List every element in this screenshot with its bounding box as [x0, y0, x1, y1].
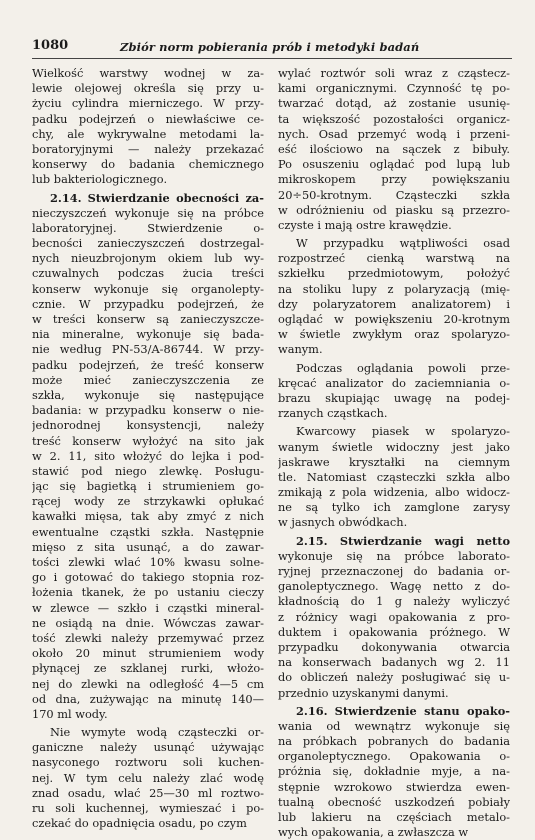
- text-line: kręcać analizator do zaciemniania o-: [278, 375, 510, 390]
- text-line: padku podejrzeń o niewłaściwe ce-: [32, 111, 264, 126]
- text-line: boratoryjnymi — należy przekazać: [32, 141, 264, 156]
- text-line: W przypadku wątpliwości osad: [296, 236, 510, 251]
- text-line: mikroskopem przy powiększaniu: [278, 172, 510, 187]
- text-line: szkiełku przedmiotowym, położyć: [278, 266, 510, 281]
- text-line: z różnicy wagi opakowania z pro-: [278, 609, 510, 624]
- text-line: ta większość pozostałości organicz-: [278, 111, 510, 126]
- text-line: w 2. 11, sito włożyć do lejka i pod-: [32, 448, 264, 463]
- text-line: kawałki mięsa, tak aby zmyć z nich: [32, 509, 264, 524]
- text-line: nych. Osad przemyć wodą i przeni-: [278, 126, 510, 141]
- text-line: w zlewce — szkło i cząstki mineral-: [32, 600, 264, 615]
- text-line: wanym.: [278, 342, 323, 357]
- text-line: padku podejrzeń, że treść konserw: [32, 357, 264, 372]
- text-line: czyste i mają ostre krawędzie.: [278, 217, 452, 232]
- text-line: na konserwach badanych wg 2. 11: [278, 655, 510, 670]
- text-line: czuwalnych podczas żucia treści: [32, 266, 264, 281]
- text-line: ganoleptycznego. Wagę netto z do-: [278, 579, 510, 594]
- text-line: na próbkach pobranych do badania: [278, 734, 510, 749]
- text-line: łożenia tkanek, że po ustaniu cieczy: [32, 585, 264, 600]
- text-line: Po osuszeniu oglądać pod lupą lub: [278, 157, 510, 172]
- paragraph: [278, 361, 510, 422]
- text-line: lewie olejowej określa się przy u-: [32, 81, 264, 96]
- text-line: przednio uzyskanymi danymi.: [278, 685, 449, 700]
- text-line: badania: w przypadku konserw o nie-: [32, 403, 264, 418]
- text-line: ryjnej przeznaczonej do badania or-: [278, 564, 510, 578]
- text-line: lub bakteriologicznego.: [32, 172, 168, 187]
- text-line: życiu cylindra mierniczego. W przy-: [32, 96, 264, 111]
- section-heading-line: [278, 534, 510, 549]
- text-line: czekać do opadnięcia osadu, po czym: [32, 816, 247, 831]
- text-line: nej. W tym celu należy zlać wodę: [32, 770, 264, 785]
- paragraph: [32, 66, 264, 188]
- text-line: nasyconego roztworu soli kuchen-: [32, 755, 264, 770]
- text-line: ewentualne cząstki szkła. Następnie: [32, 524, 264, 539]
- text-line: w świetle zwykłym oraz spolaryzo-: [278, 327, 510, 342]
- text-line: rącej wody ze strzykawki opłukać: [32, 494, 264, 509]
- running-title: Zbiór norm pobierania prób i metodyki badań: [120, 40, 420, 54]
- header-rule: [32, 58, 512, 59]
- text-line: 20÷50-krotnym. Cząsteczki szkła: [278, 187, 510, 202]
- text-line: duktem i opakowania próżnego. W: [278, 624, 510, 639]
- right-column: [278, 66, 510, 840]
- text-line: twarzać dotąd, aż zostanie usunię-: [278, 96, 510, 111]
- text-line: rzanych cząstkach.: [278, 406, 388, 421]
- text-line: nych nieuzbrojonym okiem lub wy-: [32, 251, 264, 266]
- text-line: cznie. W przypadku podejrzeń, że: [32, 296, 264, 311]
- section-heading: Stwierdzenie stanu opako-: [334, 703, 510, 718]
- text-line: tle. Natomiast cząsteczki szkła albo: [278, 469, 510, 484]
- section-heading: Stwierdzanie wagi netto: [339, 533, 510, 548]
- text-line: konserw wykonuje się organolepty-: [32, 281, 264, 296]
- text-line: Nie wymyte wodą cząsteczki or-: [50, 725, 264, 740]
- text-line: brazu skupiając uwagę na podej-: [278, 390, 510, 405]
- section-heading-line: [32, 191, 264, 206]
- text-line: szkła, wykonuje się następujące: [32, 387, 264, 402]
- section-paragraph: [278, 534, 510, 701]
- text-line: mięso z sita usunąć, a do zawar-: [32, 539, 264, 554]
- text-line: lub lakieru na częściach metalo-: [278, 810, 510, 824]
- text-line: go i gotować do takiego stopnia roz-: [32, 570, 264, 585]
- text-line: od dna, zużywając na minutę 140—: [32, 691, 264, 706]
- text-line: przypadku dokonywania otwarcia: [278, 639, 510, 654]
- text-line: wych opakowania, a zwłaszcza w: [278, 825, 469, 840]
- text-line: nie według PN-53/A-86744. W przy-: [32, 342, 264, 357]
- text-line: kładnością do 1 g należy wyliczyć: [278, 594, 510, 609]
- paragraph: [278, 424, 510, 530]
- text-line: wylać roztwór soli wraz z cząstecz-: [278, 66, 510, 80]
- text-line: tości zlewki wlać 10% kwasu solne-: [32, 555, 264, 569]
- text-line: tualną obecność uszkodzeń pobiały: [278, 794, 510, 809]
- page-header: [32, 38, 510, 58]
- text-line: w treści konserw są zanieczyszcze-: [32, 312, 264, 326]
- text-line: nieczyszczeń wykonuje się na próbce: [32, 205, 264, 220]
- text-line: znad osadu, wlać 25—30 ml roztwo-: [32, 785, 264, 800]
- text-line: Wielkość warstwy wodnej w za-: [32, 66, 264, 80]
- text-line: ne są tylko ich zamglone zarysy: [278, 500, 510, 515]
- text-line: około 20 minut strumieniem wody: [32, 646, 264, 661]
- section-number: 2.15.: [296, 533, 328, 548]
- paragraph: [32, 725, 264, 831]
- text-line: nej do zlewki na odległość 4—5 cm: [32, 676, 264, 691]
- section-paragraph: [32, 191, 264, 723]
- text-line: chy, ale wykrywalne metodami la-: [32, 126, 264, 141]
- left-column: [32, 66, 264, 831]
- text-line: do obliczeń należy posługiwać się u-: [278, 670, 510, 685]
- text-line: becności zanieczyszczeń dostrzegal-: [32, 236, 264, 251]
- text-line: jąc się bagietką i strumieniem go-: [32, 479, 264, 494]
- text-line: zmikają z pola widzenia, albo widocz-: [278, 485, 510, 500]
- text-line: ganiczne należy usunąć używając: [32, 740, 264, 755]
- paragraph: [278, 66, 510, 233]
- text-line: próżnia się, dokładnie myje, a na-: [278, 764, 510, 779]
- text-line: wania od wewnątrz wykonuje się: [278, 718, 510, 733]
- text-line: w odróżnieniu od piasku są przezro-: [278, 202, 510, 217]
- text-line: rozpostrzeć cienką warstwą na: [278, 251, 510, 266]
- text-line: jaskrawe kryształki na ciemnym: [278, 454, 510, 469]
- text-line: 170 ml wody.: [32, 706, 108, 721]
- text-line: płynącej ze szklanej rurki, włożo-: [32, 661, 264, 676]
- section-paragraph: [278, 704, 510, 840]
- text-line: dzy polaryzatorem analizatorem) i: [278, 296, 510, 311]
- text-line: tość zlewki należy przemywać przez: [32, 630, 264, 645]
- text-line: może mieć zanieczyszczenia ze: [32, 372, 264, 387]
- text-line: ne osiądą na dnie. Wówczas zawar-: [32, 615, 264, 630]
- text-line: Kwarcowy piasek w spolaryzo-: [296, 424, 510, 439]
- text-line: eść ilościowo na sączek z bibuły.: [278, 141, 510, 156]
- text-line: treść konserw wyłożyć na sito jak: [32, 433, 264, 448]
- text-line: stępnie wzrokowo stwierdza ewen-: [278, 779, 510, 794]
- section-number: 2.16.: [296, 703, 328, 718]
- section-number: 2.14.: [50, 190, 82, 205]
- text-line: jednorodnej konsystencji, należy: [32, 418, 264, 433]
- text-line: na stoliku lupy z polaryzacją (mię-: [278, 281, 510, 296]
- text-line: organoleptycznego. Opakowania o-: [278, 749, 510, 764]
- section-heading: Stwierdzanie obecności za-: [87, 190, 264, 205]
- text-line: kami organicznymi. Czynność tę po-: [278, 81, 510, 96]
- text-line: nia mineralne, wykonuje się bada-: [32, 327, 264, 342]
- page-number: 1080: [32, 38, 69, 53]
- text-line: ru soli kuchennej, wymieszać i po-: [32, 801, 264, 815]
- text-line: konserwy do badania chemicznego: [32, 157, 264, 172]
- text-line: w jasnych obwódkach.: [278, 515, 408, 530]
- text-line: stawić pod niego zlewkę. Posługu-: [32, 463, 264, 478]
- text-line: wanym świetle widoczny jest jako: [278, 439, 510, 454]
- text-line: oglądać w powiększeniu 20-krotnym: [278, 312, 510, 326]
- text-line: Podczas oglądania powoli prze-: [296, 360, 510, 375]
- text-line: wykonuje się na próbce laborato-: [278, 548, 510, 563]
- section-heading-line: [278, 704, 510, 719]
- paragraph: [278, 236, 510, 358]
- text-line: laboratoryjnej. Stwierdzenie o-: [32, 220, 264, 235]
